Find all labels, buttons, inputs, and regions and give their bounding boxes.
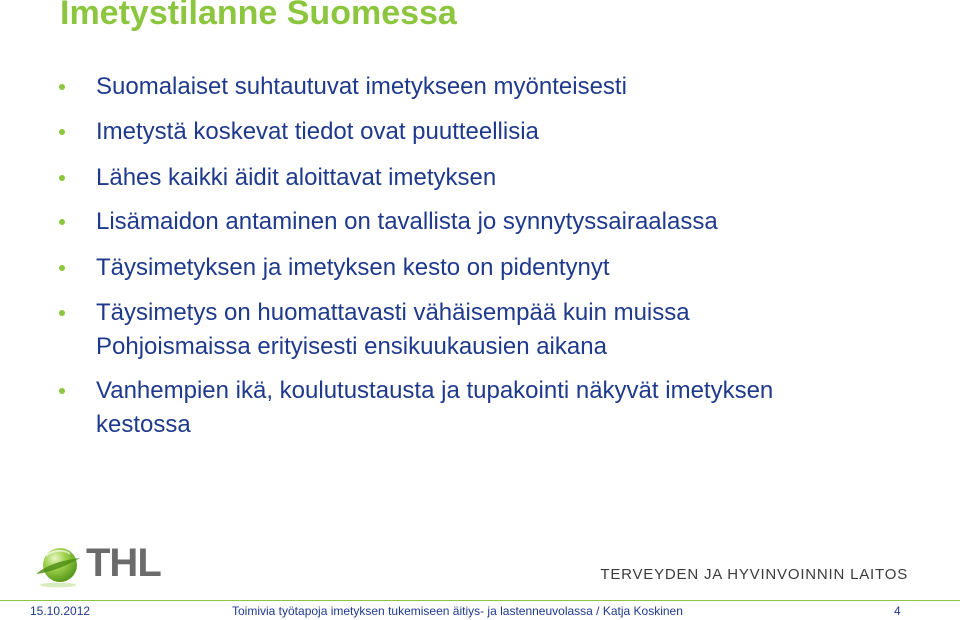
bullet-text: Vanhempien ikä, koulutustausta ja tupakointi näkyvät imetyksen kestossa (96, 377, 774, 438)
bullet-dot-icon (59, 388, 65, 394)
logo-text: THL (86, 541, 161, 585)
footer-presentation-info: Toimivia työtapoja imetyksen tukemiseen äitiys- ja lastenneuvolassa / Katja Koskinen (232, 604, 683, 618)
bullet-dot-icon (59, 129, 65, 135)
footer-divider (0, 600, 960, 601)
institute-name: TERVEYDEN JA HYVINVOINNIN LAITOS (600, 566, 908, 583)
bullet-dot-icon (59, 84, 65, 90)
thl-logo (30, 540, 170, 590)
bullet-text: Täysimetys on huomattavasti vähäisempää kuin muissa Pohjoismaissa erityisesti ensikuukausien aikana (96, 299, 690, 360)
page-number: 4 (894, 604, 901, 618)
bullet-dot-icon (59, 219, 65, 225)
bullet-text: Suomalaiset suhtautuvat imetykseen myönteisesti (96, 73, 627, 100)
bullet-text: Lisämaidon antaminen on tavallista jo synnytyssairaalassa (96, 208, 718, 235)
slide-footer (0, 603, 960, 620)
bullet-dot-icon (59, 175, 65, 181)
slide-title: Imetystilanne Suomessa (60, 0, 457, 32)
bullet-text: Lähes kaikki äidit aloittavat imetyksen (96, 164, 497, 191)
bullet-text: Täysimetyksen ja imetyksen kesto on pidentynyt (96, 254, 610, 281)
globe-leaf-icon (34, 544, 82, 588)
bullet-dot-icon (59, 265, 65, 271)
bullet-text: Imetystä koskevat tiedot ovat puutteellisia (96, 118, 539, 145)
footer-date: 15.10.2012 (30, 604, 91, 618)
bullet-dot-icon (59, 310, 65, 316)
